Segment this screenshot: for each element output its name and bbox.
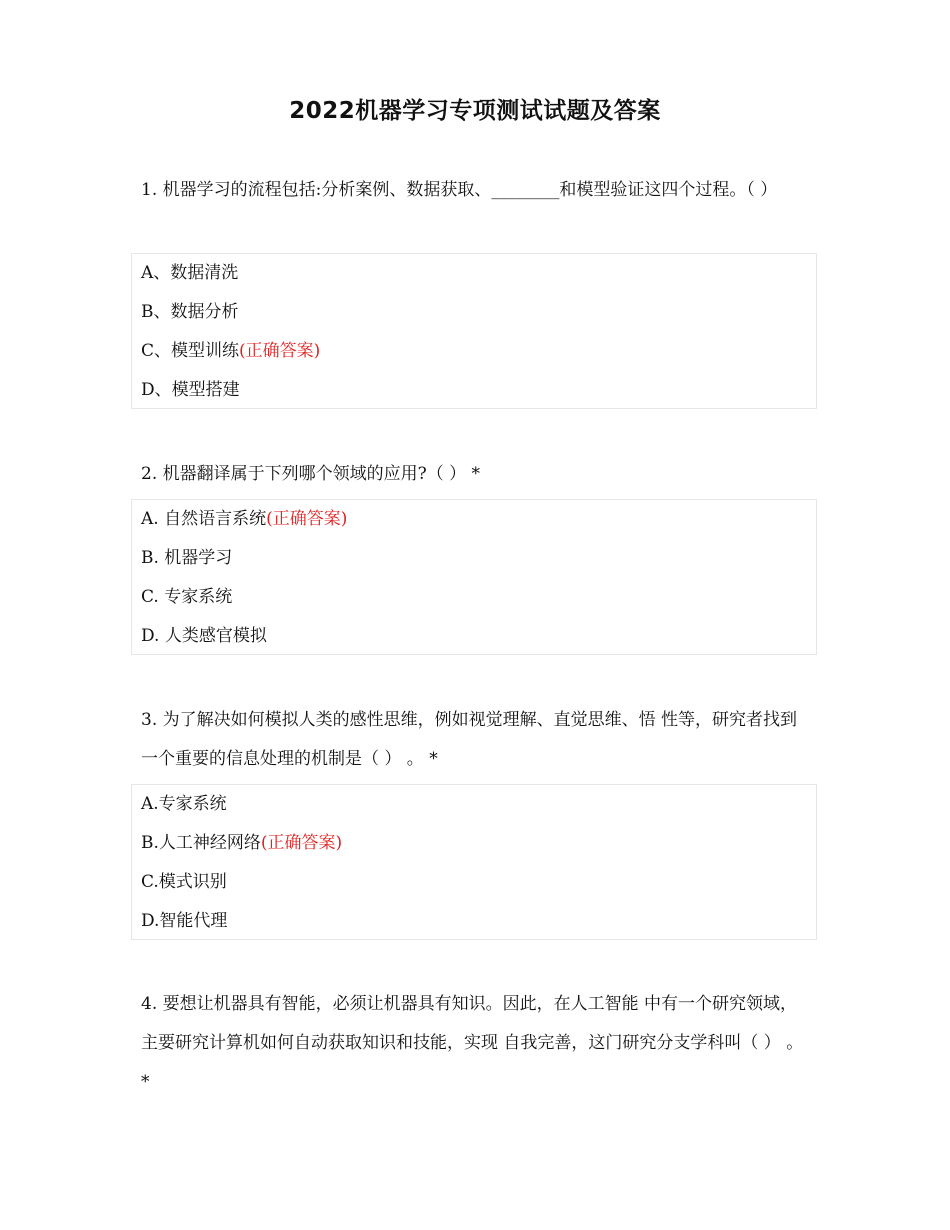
question-1-text: 1. 机器学习的流程包括:分析案例、数据获取、________和模型验证这四个过程。（ ） [141,180,778,200]
question-3-text: 3. 为了解决如何模拟人类的感性思维，例如视觉理解、直觉思维、悟 性等，研究者找到一个重要的信息处理的机制是（ ） 。 * [141,710,798,769]
option-label: C. 专家系统 [141,587,233,607]
question-2-text: 2. 机器翻译属于下列哪个领域的应用?（ ） * [141,464,481,484]
question-2-options [131,499,817,655]
option-label: A. 自然语言系统 [141,509,267,529]
option-3b [132,824,816,863]
option-label: B.人工神经网络 [141,833,261,853]
option-label: B、数据分析 [141,302,239,322]
option-2b [132,539,816,578]
option-1b [132,293,816,332]
option-2d [132,617,816,656]
correct-answer-mark: (正确答案) [266,509,348,529]
correct-answer-mark: (正确答案) [260,833,343,853]
question-4-text: 4. 要想让机器具有智能，必须让机器具有知识。因此，在人工智能 中有一个研究领域，主要研究计算机如何自动获取知识和技能，实现 自我完善，这门研究分支学科叫（ ） 。 * [141,994,804,1092]
option-2a [132,500,816,539]
option-label: B. 机器学习 [141,548,233,568]
option-3a [132,785,816,824]
option-label: D. 人类感官模拟 [141,626,267,646]
option-3d [132,902,816,941]
option-1a [132,254,816,293]
option-label: A.专家系统 [141,794,227,814]
option-label: D.智能代理 [141,911,228,931]
question-3-options [131,784,817,940]
option-1c [132,332,816,371]
option-1d [132,371,816,410]
document-title: 2022机器学习专项测试试题及答案 [289,98,661,124]
option-label: C、模型训练 [141,341,240,361]
option-2c [132,578,816,617]
option-label: C.模式识别 [141,872,227,892]
correct-answer-mark: (正确答案) [239,341,321,361]
option-label: A、数据清洗 [141,263,239,283]
option-3c [132,863,816,902]
question-1-options [131,253,817,409]
option-label: D、模型搭建 [141,380,240,400]
